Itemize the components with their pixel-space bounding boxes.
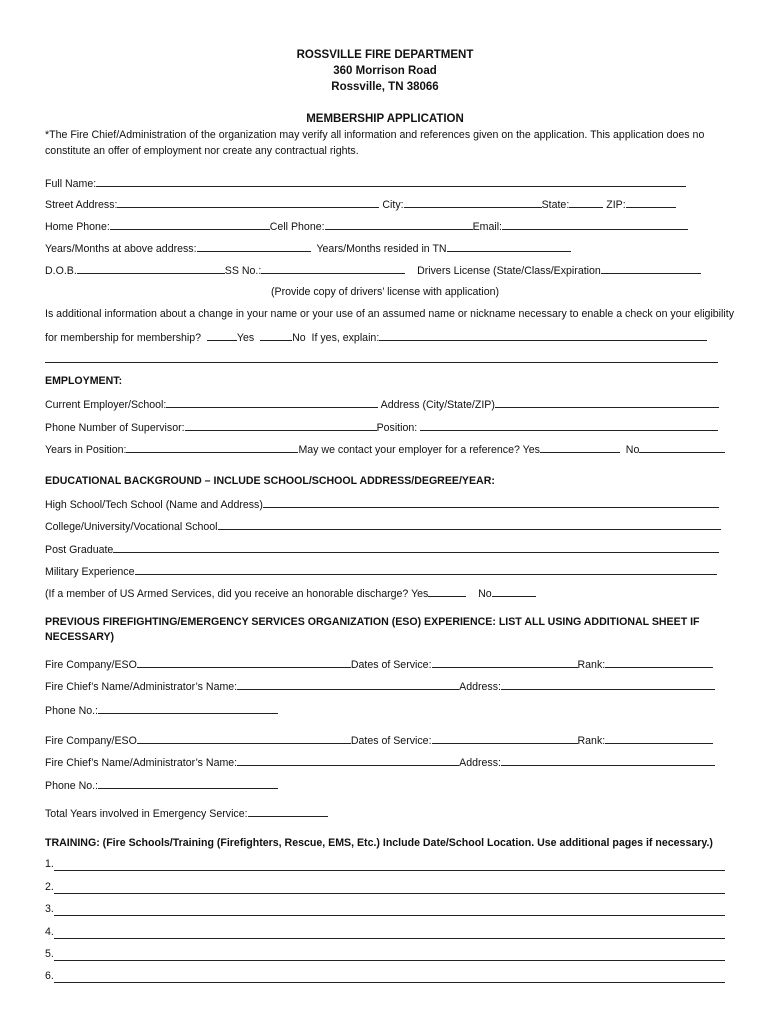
- years-position-label: Years in Position:: [45, 444, 127, 456]
- eso-rank-label: Rank:: [577, 659, 606, 671]
- contact-no-field[interactable]: [639, 442, 725, 453]
- total-years-label: Total Years involved in Emergency Service:: [45, 808, 248, 820]
- full-name-row: [45, 176, 686, 191]
- address-row: [45, 197, 676, 212]
- home-phone-label: Home Phone:: [45, 221, 110, 233]
- post-grad-field[interactable]: [113, 542, 719, 553]
- training-line[interactable]: [54, 915, 725, 916]
- eso-dates-label: Dates of Service:: [350, 659, 432, 671]
- email-label: Email:: [472, 221, 502, 233]
- training-line[interactable]: [54, 870, 725, 871]
- id-row: [45, 263, 701, 278]
- eso-heading-line-1: PREVIOUS FIREFIGHTING/EMERGENCY SERVICES ORGANIZATION (ESO) EXPERIENCE: LIST ALL USING ADDITIONAL SHEET IF: [45, 616, 700, 628]
- license-label: Drivers License (State/Class/Expiration: [417, 265, 601, 277]
- org-street: 360 Morrison Road: [333, 65, 437, 77]
- org-name: ROSSVILLE FIRE DEPARTMENT: [296, 49, 474, 61]
- org-city: Rossville, TN 38066: [331, 81, 439, 93]
- high-school-label: High School/Tech School (Name and Address): [45, 499, 263, 511]
- membership-no-label: No: [292, 332, 306, 344]
- email-field[interactable]: [502, 219, 688, 230]
- full-name-field[interactable]: [96, 176, 686, 187]
- college-field[interactable]: [218, 519, 721, 530]
- high-school-row: [45, 497, 719, 512]
- eso-company-field[interactable]: [137, 657, 351, 668]
- eso-phone-label: Phone No.:: [45, 780, 99, 792]
- training-number: 3.: [45, 903, 54, 915]
- discharge-question: (If a member of US Armed Services, did you receive an honorable discharge? Yes: [45, 588, 429, 600]
- cell-phone-field[interactable]: [325, 219, 473, 230]
- supervisor-row: [45, 420, 718, 435]
- eso-rank-field[interactable]: [605, 733, 713, 744]
- training-number: 5.: [45, 948, 54, 960]
- total-years-field[interactable]: [248, 806, 328, 817]
- eso-chief-field[interactable]: [237, 755, 459, 766]
- dob-label: D.O.B.: [45, 265, 77, 277]
- membership-question: for membership for membership?: [45, 332, 202, 344]
- state-field[interactable]: [569, 197, 603, 208]
- training-line[interactable]: [54, 982, 725, 983]
- explain-continuation-line[interactable]: [45, 362, 718, 363]
- training-line[interactable]: [54, 893, 725, 894]
- membership-yes-field[interactable]: [207, 330, 237, 341]
- disclaimer-line-1: *The Fire Chief/Administration of the organization may verify all information and references given on the application. This application does no: [45, 129, 705, 141]
- eso-company-row-2: [45, 733, 713, 748]
- training-line[interactable]: [54, 960, 725, 961]
- high-school-field[interactable]: [263, 497, 719, 508]
- eso-chief-field[interactable]: [237, 679, 459, 690]
- state-label: State:: [541, 199, 570, 211]
- zip-label: ZIP:: [606, 199, 626, 211]
- position-field[interactable]: [420, 420, 718, 431]
- explain-label: If yes, explain:: [311, 332, 380, 344]
- license-field[interactable]: [601, 263, 701, 274]
- street-address-field[interactable]: [117, 197, 379, 208]
- contact-employer-question: May we contact your employer for a reference? Yes: [298, 444, 540, 456]
- discharge-no-label: No: [478, 588, 492, 600]
- eso-address-field[interactable]: [501, 679, 715, 690]
- additional-info-question: Is additional information about a change in your name or your use of an assumed name or nickname necessary to enable a check on your eligibility: [45, 308, 734, 320]
- employer-label: Current Employer/School:: [45, 399, 167, 411]
- employment-heading: EMPLOYMENT:: [45, 375, 123, 387]
- eso-dates-label: Dates of Service:: [350, 735, 432, 747]
- eso-phone-row-1: [45, 703, 278, 718]
- supervisor-phone-field[interactable]: [185, 420, 377, 431]
- eso-phone-field[interactable]: [98, 778, 278, 789]
- eso-address-label: Address:: [459, 757, 501, 769]
- eso-company-label: Fire Company/ESO: [45, 735, 137, 747]
- ssn-label: SS No.:: [224, 265, 262, 277]
- eso-company-row-1: [45, 657, 713, 672]
- eso-phone-label: Phone No.:: [45, 705, 99, 717]
- eso-heading-line-2: NECESSARY): [45, 631, 115, 643]
- college-row: [45, 519, 721, 534]
- eso-rank-label: Rank:: [577, 735, 606, 747]
- eso-chief-label: Fire Chief’s Name/Administrator’s Name:: [45, 681, 238, 693]
- training-number: 6.: [45, 970, 54, 982]
- full-name-label: Full Name:: [45, 178, 97, 190]
- discharge-no-field[interactable]: [492, 586, 536, 597]
- eso-dates-field[interactable]: [432, 657, 578, 668]
- form-title: MEMBERSHIP APPLICATION: [306, 113, 464, 125]
- phone-row: [45, 219, 688, 234]
- years-tn-field[interactable]: [447, 241, 571, 252]
- eso-company-field[interactable]: [137, 733, 351, 744]
- zip-field[interactable]: [626, 197, 676, 208]
- college-label: College/University/Vocational School: [45, 521, 218, 533]
- eso-dates-field[interactable]: [432, 733, 578, 744]
- employer-address-field[interactable]: [495, 397, 719, 408]
- employer-field[interactable]: [166, 397, 378, 408]
- military-label: Military Experience: [45, 566, 135, 578]
- explain-field[interactable]: [379, 330, 707, 341]
- years-position-row: [45, 442, 725, 457]
- cell-phone-label: Cell Phone:: [269, 221, 325, 233]
- position-label: Position:: [376, 422, 418, 434]
- ssn-field[interactable]: [261, 263, 405, 274]
- membership-yes-label: Yes: [236, 332, 255, 344]
- years-tn-label: Years/Months resided in TN: [316, 243, 447, 255]
- eso-address-label: Address:: [459, 681, 501, 693]
- training-line[interactable]: [54, 938, 725, 939]
- eso-phone-field[interactable]: [98, 703, 278, 714]
- eso-address-field[interactable]: [501, 755, 715, 766]
- eso-company-label: Fire Company/ESO: [45, 659, 137, 671]
- military-field[interactable]: [135, 564, 717, 575]
- city-label: City:: [382, 199, 404, 211]
- home-phone-field[interactable]: [110, 219, 270, 230]
- residence-row: [45, 241, 571, 256]
- city-field[interactable]: [404, 197, 542, 208]
- discharge-row: [45, 586, 536, 601]
- years-address-label: Years/Months at above address:: [45, 243, 197, 255]
- years-position-field[interactable]: [126, 442, 298, 453]
- training-heading: TRAINING: (Fire Schools/Training (Firefighters, Rescue, EMS, Etc.) Include Date/School Location. Use additional pages if necessary.): [45, 837, 713, 849]
- supervisor-phone-label: Phone Number of Supervisor:: [45, 422, 185, 434]
- post-grad-label: Post Graduate: [45, 544, 114, 556]
- training-number: 2.: [45, 881, 54, 893]
- dob-field[interactable]: [77, 263, 225, 274]
- eso-chief-row-1: [45, 679, 715, 694]
- eso-rank-field[interactable]: [605, 657, 713, 668]
- contact-yes-field[interactable]: [540, 442, 620, 453]
- total-years-row: [45, 806, 328, 821]
- disclaimer-line-2: constitute an offer of employment nor create any contractual rights.: [45, 145, 359, 157]
- license-note: (Provide copy of drivers’ license with application): [270, 286, 500, 298]
- membership-no-field[interactable]: [260, 330, 292, 341]
- street-address-label: Street Address:: [45, 199, 118, 211]
- training-number: 1.: [45, 858, 54, 870]
- contact-no-label: No: [625, 444, 640, 456]
- employer-row: [45, 397, 719, 412]
- employer-address-label: Address (City/State/ZIP): [380, 399, 495, 411]
- education-heading: EDUCATIONAL BACKGROUND – INCLUDE SCHOOL/SCHOOL ADDRESS/DEGREE/YEAR:: [45, 475, 495, 487]
- military-row: [45, 564, 717, 579]
- eso-phone-row-2: [45, 778, 278, 793]
- eso-chief-label: Fire Chief’s Name/Administrator’s Name:: [45, 757, 238, 769]
- eso-chief-row-2: [45, 755, 715, 770]
- membership-row: [45, 330, 707, 345]
- training-number: 4.: [45, 926, 54, 938]
- post-grad-row: [45, 542, 719, 557]
- years-address-field[interactable]: [197, 241, 311, 252]
- discharge-yes-field[interactable]: [428, 586, 466, 597]
